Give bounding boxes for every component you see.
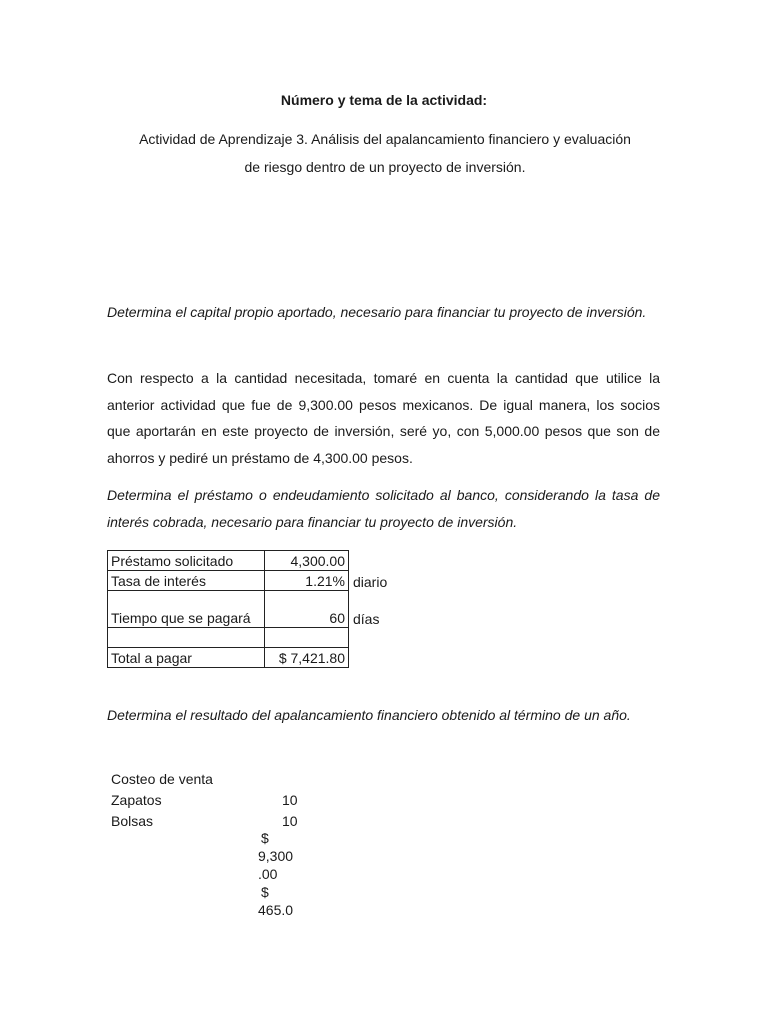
loan-value: $ 7,421.80 <box>265 648 349 668</box>
loan-label: Total a pagar <box>108 648 265 668</box>
loan-unit <box>349 648 417 668</box>
loan-label <box>108 628 265 648</box>
loan-label: Tiempo que se pagará <box>108 591 265 628</box>
sales-header: Costeo de venta <box>111 771 213 787</box>
sales-fragment: 465.0 <box>258 902 294 918</box>
sales-fragment: 9,300 <box>258 848 294 864</box>
activity-subtitle <box>110 125 660 181</box>
sales-item-label: Bolsas <box>111 813 154 829</box>
sales-item-qty: 10 <box>282 813 298 829</box>
subtitle-line-1: Actividad de Aprendizaje 3. Análisis del apalancamiento financiero y evaluación <box>139 131 631 147</box>
loan-unit: días <box>353 610 380 627</box>
loan-table <box>107 550 417 668</box>
table-row <box>108 628 417 648</box>
question-loan: Determina el préstamo o endeudamiento solicitado al banco, considerando la tasa de interés cobrada, necesario para financiar tu proyecto de inversión. <box>107 487 660 530</box>
sales-item-label: Zapatos <box>111 792 162 808</box>
question-leverage: Determina el resultado del apalancamiento financiero obtenido al término de un año. <box>107 707 631 723</box>
loan-value: 4,300.00 <box>265 551 349 571</box>
loan-value: 60 <box>265 591 349 628</box>
loan-label: Préstamo solicitado <box>108 551 265 571</box>
loan-unit <box>349 628 417 648</box>
table-row <box>108 571 417 591</box>
loan-unit: diario <box>353 573 388 590</box>
loan-unit <box>349 551 417 571</box>
loan-value: 1.21% <box>265 571 349 591</box>
activity-heading: Número y tema de la actividad: <box>280 92 488 108</box>
loan-value <box>265 628 349 648</box>
sales-fragment: $ <box>261 830 269 846</box>
table-row <box>108 648 417 668</box>
table-row <box>108 551 417 571</box>
loan-label: Tasa de interés <box>108 571 265 591</box>
answer-capital: Con respecto a la cantidad necesitada, tomaré en cuenta la cantidad que utilice la anterior actividad que fue de 9,300.00 pesos mexicanos. De igual manera, los socios que aportarán en este proyecto de inversión, seré yo, con 5,000.00 pesos que son de ahorros y pediré un préstamo de 4,300.00 pesos. <box>107 370 660 466</box>
question-capital: Determina el capital propio aportado, necesario para financiar tu proyecto de inversión. <box>107 304 647 320</box>
table-row <box>108 591 417 628</box>
subtitle-line-2: de riesgo dentro de un proyecto de inversión. <box>244 159 526 175</box>
sales-item-qty: 10 <box>282 792 298 808</box>
sales-fragment: $ <box>261 884 269 900</box>
sales-fragment: .00 <box>258 866 278 882</box>
